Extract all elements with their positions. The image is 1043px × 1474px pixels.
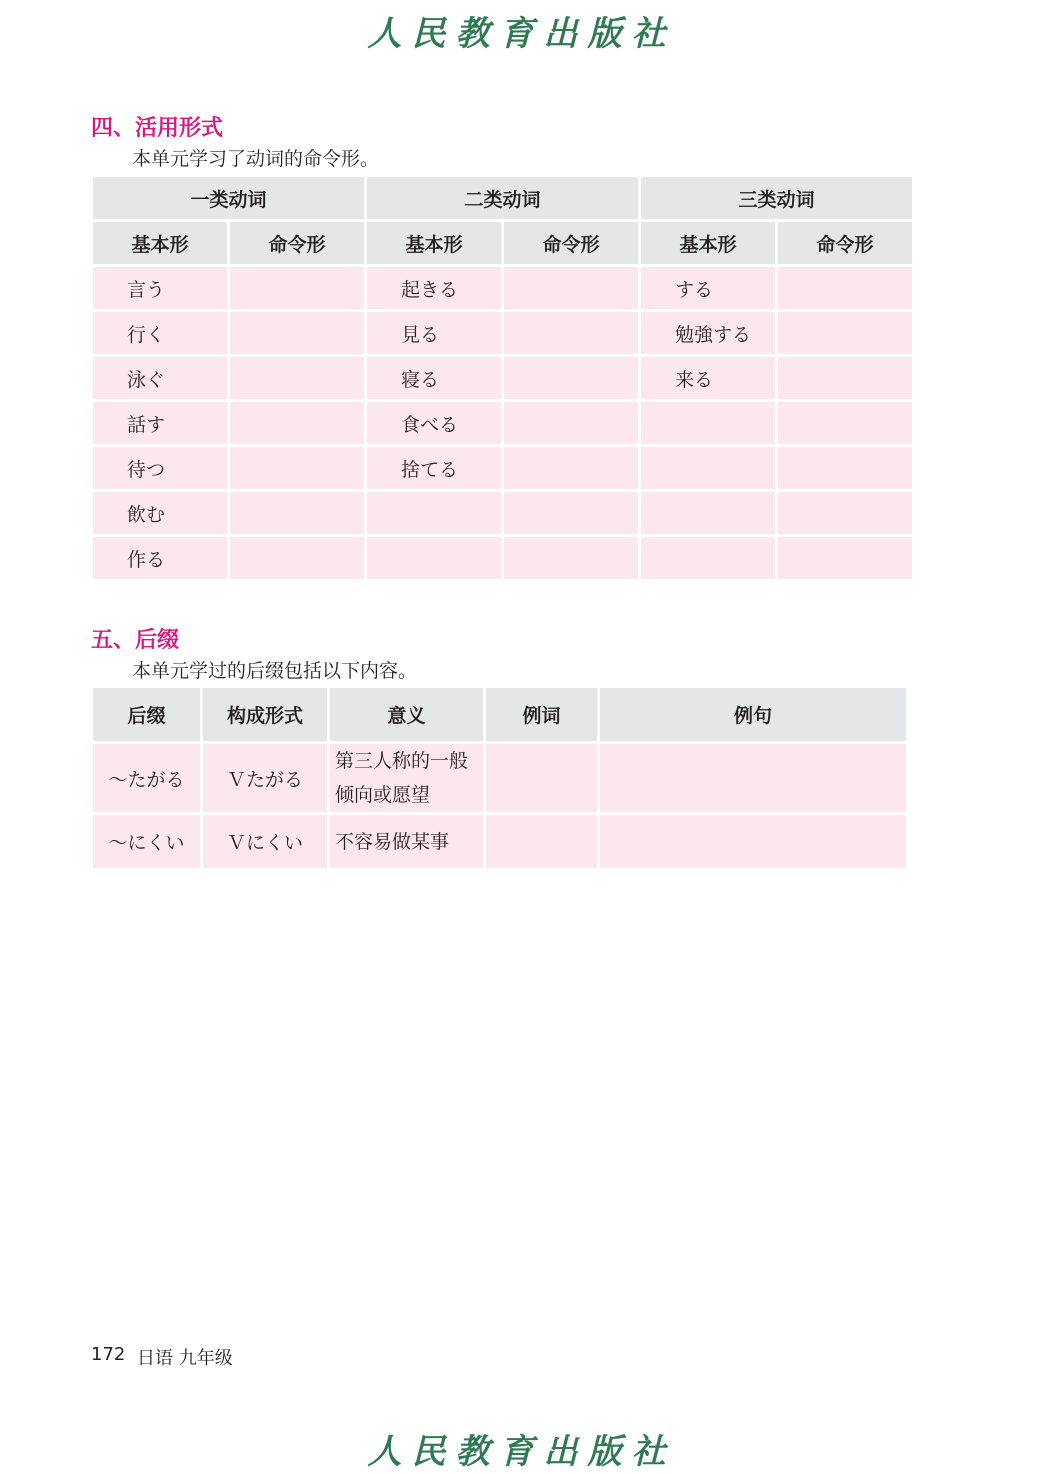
verb-cell: 起きる [367, 267, 501, 309]
verb-cell [641, 402, 775, 444]
group-header-1: 一类动词 [93, 177, 364, 219]
meaning-cell: 不容易做某事 [330, 815, 483, 868]
verb-cell [641, 537, 775, 579]
verb-cell: 言う [93, 267, 227, 309]
verb-cell: 勉強する [641, 312, 775, 354]
header-meaning: 意义 [330, 688, 483, 741]
verb-cell [367, 537, 501, 579]
construction-cell: Ｖにくい [203, 815, 327, 868]
table-row [93, 312, 912, 354]
page-number: 172 [91, 1344, 126, 1365]
answer-cell [230, 537, 364, 579]
table-row [93, 357, 912, 399]
table-row [93, 402, 912, 444]
construction-cell: Ｖたがる [203, 744, 327, 812]
answer-cell [504, 492, 638, 534]
example-sentence-cell [600, 815, 906, 868]
verb-cell: 作る [93, 537, 227, 579]
answer-cell [778, 267, 912, 309]
subheader-imperative-form: 命令形 [778, 222, 912, 264]
publisher-watermark-bottom: 人民教育出版社 [367, 1432, 676, 1472]
verb-cell: 行く [93, 312, 227, 354]
answer-cell [778, 402, 912, 444]
answer-cell [504, 312, 638, 354]
subheader-basic-form: 基本形 [93, 222, 227, 264]
suffix-cell: ～にくい [93, 815, 200, 868]
table-row [93, 492, 912, 534]
verb-cell [641, 447, 775, 489]
answer-cell [778, 357, 912, 399]
answer-cell [504, 357, 638, 399]
verb-cell [641, 492, 775, 534]
verb-cell: 寝る [367, 357, 501, 399]
answer-cell [778, 492, 912, 534]
header-suffix: 后缀 [93, 688, 200, 741]
answer-cell [230, 267, 364, 309]
verb-cell: 話す [93, 402, 227, 444]
subheader-basic-form: 基本形 [641, 222, 775, 264]
answer-cell [230, 402, 364, 444]
verb-cell: 捨てる [367, 447, 501, 489]
verb-cell: 見る [367, 312, 501, 354]
header-example-sentence: 例句 [600, 688, 906, 741]
suffix-cell: ～たがる [93, 744, 200, 812]
verb-cell: 来る [641, 357, 775, 399]
verb-cell: 飲む [93, 492, 227, 534]
answer-cell [778, 537, 912, 579]
meaning-cell: 第三人称的一般倾向或愿望 [330, 744, 483, 812]
subheader-imperative-form: 命令形 [504, 222, 638, 264]
answer-cell [778, 447, 912, 489]
table-row [93, 267, 912, 309]
header-construction: 构成形式 [203, 688, 327, 741]
section-4-intro: 本单元学习了动词的命令形。 [132, 148, 380, 170]
verb-cell [367, 492, 501, 534]
table-row [93, 447, 912, 489]
section-5-heading: 五、后缀 [91, 628, 180, 653]
answer-cell [504, 537, 638, 579]
imperative-form-table [90, 174, 915, 582]
subheader-imperative-form: 命令形 [230, 222, 364, 264]
section-4-heading: 四、活用形式 [91, 116, 224, 141]
verb-cell: する [641, 267, 775, 309]
example-word-cell [486, 744, 597, 812]
suffix-table [90, 685, 909, 871]
group-header-3: 三类动词 [641, 177, 912, 219]
table-row [93, 815, 906, 868]
publisher-watermark-top: 人民教育出版社 [367, 14, 676, 54]
verb-cell: 泳ぐ [93, 357, 227, 399]
example-word-cell [486, 815, 597, 868]
verb-cell: 待つ [93, 447, 227, 489]
group-header-2: 二类动词 [367, 177, 638, 219]
answer-cell [230, 447, 364, 489]
answer-cell [230, 312, 364, 354]
verb-cell: 食べる [367, 402, 501, 444]
header-example-word: 例词 [486, 688, 597, 741]
table-row [93, 744, 906, 812]
answer-cell [504, 402, 638, 444]
answer-cell [230, 492, 364, 534]
answer-cell [504, 447, 638, 489]
subheader-basic-form: 基本形 [367, 222, 501, 264]
example-sentence-cell [600, 744, 906, 812]
table-row [93, 537, 912, 579]
answer-cell [504, 267, 638, 309]
answer-cell [778, 312, 912, 354]
book-title: 日语 九年级 [137, 1348, 233, 1369]
answer-cell [230, 357, 364, 399]
section-5-intro: 本单元学过的后缀包括以下内容。 [132, 660, 418, 682]
